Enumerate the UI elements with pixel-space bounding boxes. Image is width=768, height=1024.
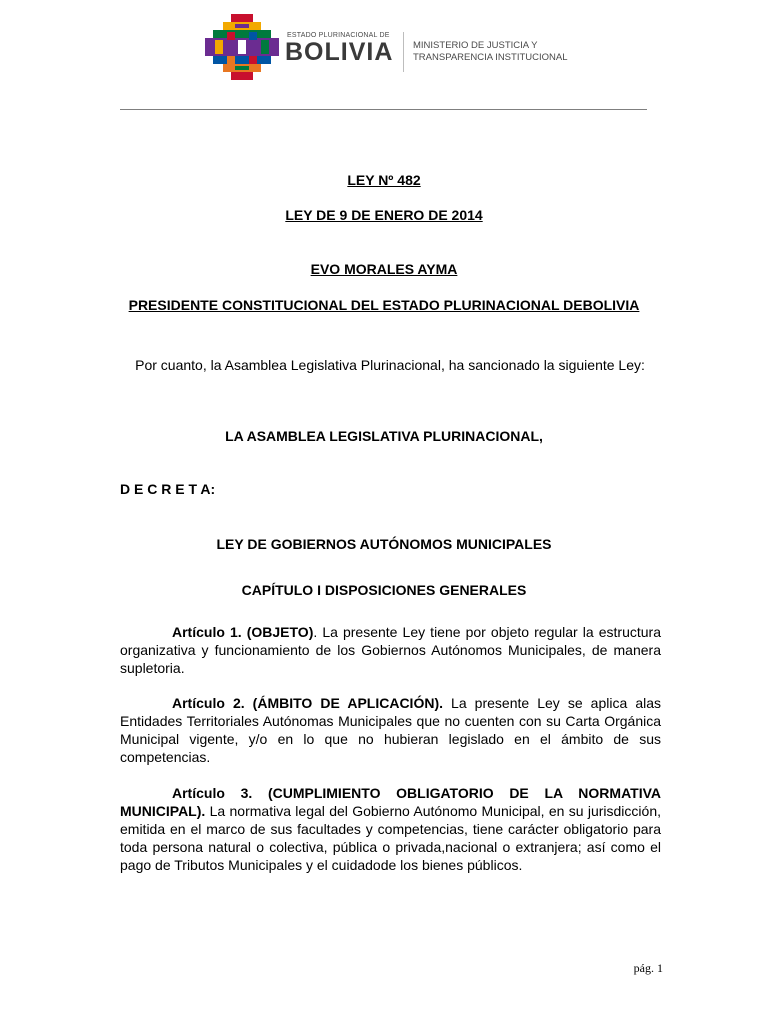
brand-subtitle: ESTADO PLURINACIONAL DE	[287, 32, 390, 39]
law-number: LEY Nº 482	[347, 172, 421, 188]
ministry-name	[413, 40, 568, 64]
header-logo	[205, 12, 585, 82]
brand-divider	[403, 32, 404, 72]
assembly-heading: LA ASAMBLEA LEGISLATIVA PLURINACIONAL,	[225, 428, 543, 444]
decreta-heading: D E C R E T A:	[120, 481, 216, 497]
ministry-line-1: MINISTERIO DE JUSTICIA Y	[413, 40, 538, 51]
brand-title: BOLIVIA	[285, 38, 394, 66]
chapter-heading: CAPÍTULO I DISPOSICIONES GENERALES	[241, 582, 527, 598]
ministry-line-2: TRANSPARENCIA INSTITUCIONAL	[413, 52, 568, 63]
article-3-body: La normativa legal del Gobierno Autónomo Municipal, en su jurisdicción, emitida en el marco de sus facultades y competencias, tiene carácter obligatorio para toda persona natural o colectiva, pública o privada,nacional o extranjera; así como el pago de Tributos Municipales y el cuidadode los bienes públicos.	[120, 803, 661, 873]
article-2	[120, 694, 661, 766]
law-date: LEY DE 9 DE ENERO DE 2014	[285, 207, 483, 223]
preamble: Por cuanto, la Asamblea Legislativa Plurinacional, ha sancionado la siguiente Ley:	[135, 357, 645, 373]
article-3-heading: Artículo 3. (CUMPLIMIENTO OBLIGATORIO DE LA NORMATIVA MUNICIPAL).	[120, 785, 661, 819]
header-divider	[120, 109, 647, 110]
president-name: EVO MORALES AYMA	[310, 261, 458, 277]
page-number: pág. 1	[633, 961, 663, 975]
article-1-heading: Artículo 1. (OBJETO)	[172, 624, 314, 640]
article-2-heading: Artículo 2. (ÁMBITO DE APLICACIÓN).	[172, 695, 443, 711]
chakana-emblem-icon	[205, 14, 279, 80]
law-title: LEY DE GOBIERNOS AUTÓNOMOS MUNICIPALES	[216, 536, 552, 552]
article-3	[120, 784, 661, 874]
article-1-body: . La presente Ley tiene por objeto regular la estructura organizativa y funcionamiento de los Gobiernos Autónomos Municipales, de manera supletoria.	[120, 624, 662, 676]
article-2-body: La presente Ley se aplica alas Entidades Territoriales Autónomas Municipales que no cuenten con su Carta Orgánica Municipal vigente, y/o en lo que no hubieran legislado en el ámbito de sus competencias.	[120, 695, 661, 765]
president-title: PRESIDENTE CONSTITUCIONAL DEL ESTADO PLURINACIONAL DEBOLIVIA	[128, 297, 640, 313]
article-1	[120, 623, 661, 677]
